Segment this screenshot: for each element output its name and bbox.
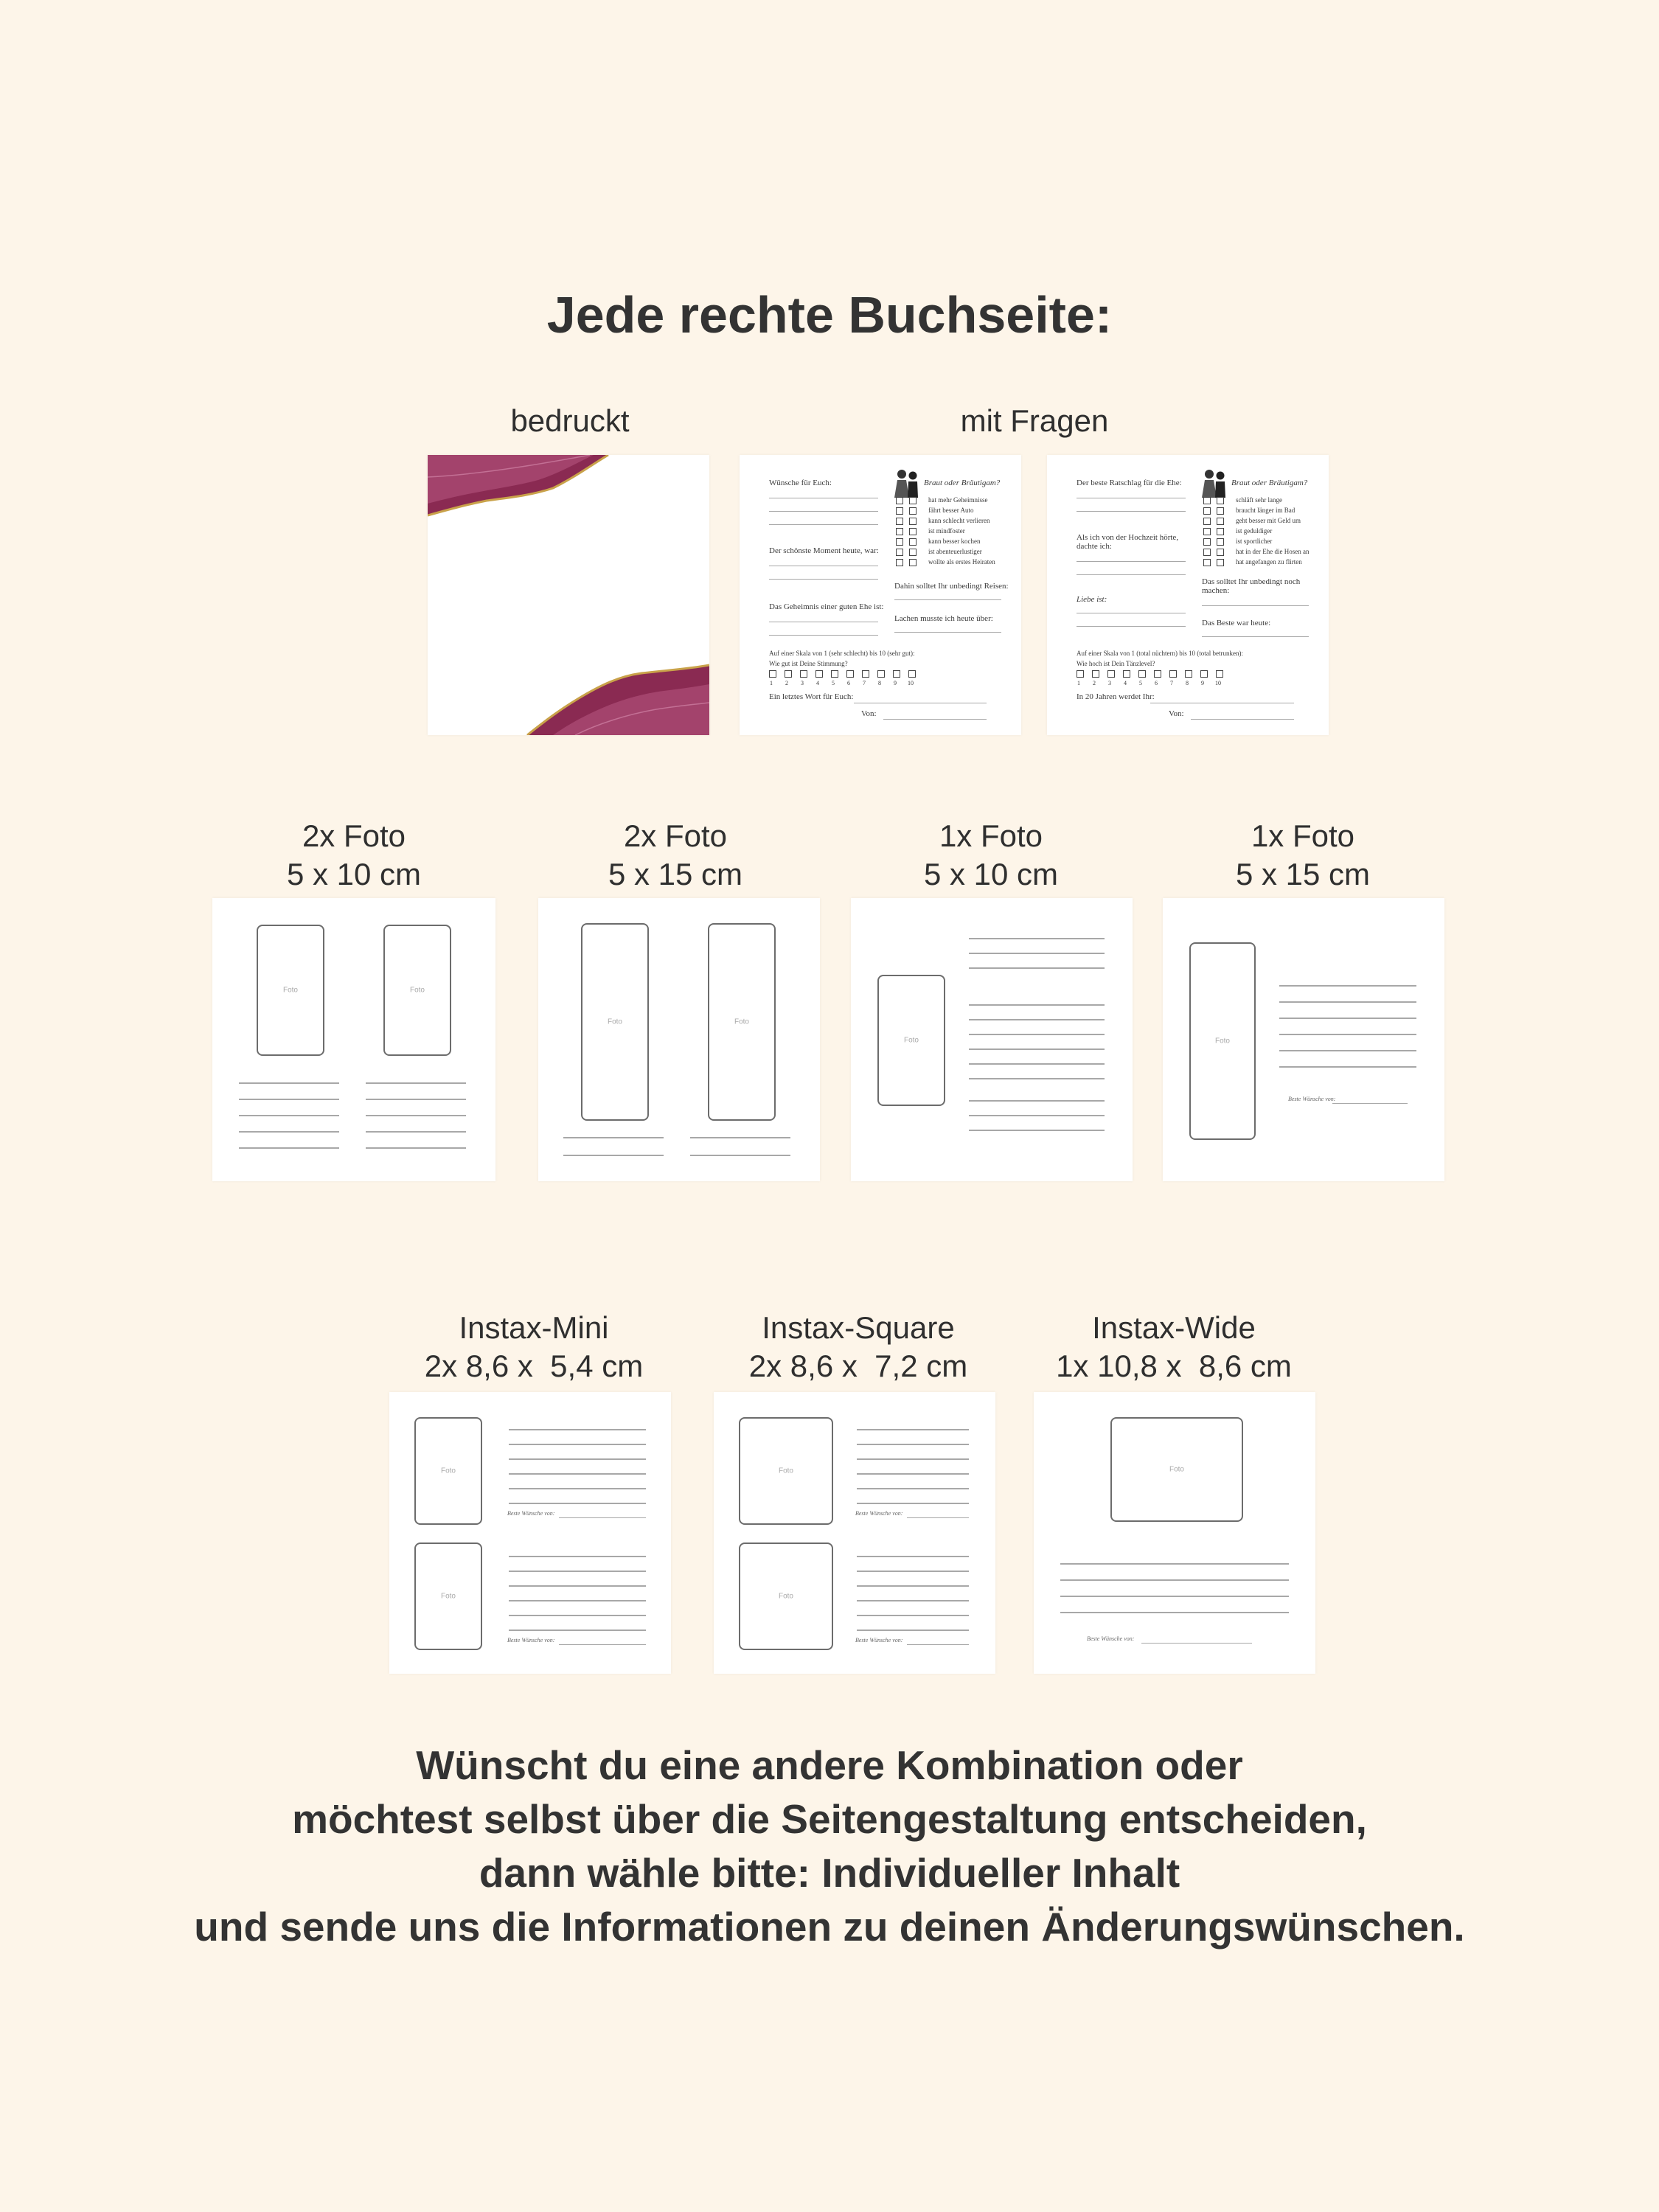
photo-frame: Foto [1110,1417,1243,1522]
layout-label-1x-5x10: 1x Foto 5 x 10 cm [923,818,1059,891]
layout-page-2x-5x10 [212,898,495,1181]
from-text: Von: [861,709,877,718]
footer-note: Wünscht du eine andere Kombination oder möchtest selbst über die Seitengestaltung entscheiden, dann wähle bitte: Individueller Inhalt und sende uns die Informationen zu deinen Änderungswünschen. [194,1742,1465,1950]
wishes-label: Beste Wünsche von: [507,1510,555,1517]
wishes-label: Beste Wünsche von: [507,1637,555,1644]
photo-frame: Foto [414,1417,482,1525]
questions-page-1: Wünsche für Euch: Der schönste Moment heute, war: Das Geheimnis einer guten Ehe ist: Auf einer Skala von 1 (sehr schlecht) bis 10 (sehr gut): Wie gut ist Deine Stimmung? Ein letztes Wort für Euch: Von: Braut oder Bräutigam? hat mehr Geheimnisse fährt besser Auto kann schlecht verlieren ist mindfoster kann besser kochen ist abenteuerlustiger wollte als erstes Heiraten Dahin solltet Ihr unbedingt Reisen: Lachen musste ich heute über: 1 2 3 4 5 6 7 8 9 10 [740,455,1021,735]
layout-page-instax-mini [389,1392,671,1674]
layout-page-instax-square [714,1392,995,1674]
wishes-label: Beste Wünsche von: [855,1637,903,1644]
item-7: wollte als erstes Heiraten [928,558,995,566]
item-4: ist geduldiger [1236,527,1273,535]
item-2: braucht länger im Bad [1236,507,1295,514]
photo-frame: Foto [581,923,649,1121]
photo-frame: Foto [414,1543,482,1650]
from-text: Von: [1169,709,1184,718]
layout-label-instax-mini: Instax-Mini 2x 8,6 x 5,4 cm [424,1310,644,1383]
q5-text: Wie hoch ist Dein Tänzlevel? [1077,660,1155,667]
q1-text: Der beste Ratschlag für die Ehe: [1077,479,1182,487]
item-5: ist sportlicher [1236,538,1273,545]
layout-label-instax-square: Instax-Square 2x 8,6 x 7,2 cm [748,1310,968,1383]
layout-page-1x-5x15 [1163,898,1444,1181]
q3-text: Das Geheimnis einer guten Ehe ist: [769,602,884,611]
q4-text: Auf einer Skala von 1 (sehr schlecht) bis 10 (sehr gut): [769,650,915,657]
layout-page-instax-wide [1034,1392,1315,1674]
photo-frame: Foto [739,1417,833,1525]
photo-frame: Foto [708,923,776,1121]
q4-text: Auf einer Skala von 1 (total nüchtern) bis 10 (total betrunken): [1077,650,1243,657]
label-printed: bedruckt [510,403,630,438]
label-questions: mit Fragen [960,403,1109,438]
printed-page-preview [428,455,709,735]
q8-text: Das Beste war heute: [1202,619,1271,627]
couple-icon [893,468,921,498]
questions-page-2: Der beste Ratschlag für die Ehe: Als ich von der Hochzeit hörte, dachte ich: Liebe ist: Auf einer Skala von 1 (total nüchtern) bis 10 (total betrunken): Wie hoch ist Dein Tänzlevel? In 20 Jahren werdet Ihr: Von: Braut oder Bräutigam? schläft sehr lange braucht länger im Bad geht besser mit Geld um ist geduldiger ist sportlicher hat in der Ehe die Hosen an hat angefangen zu flirten Das solltet Ihr unbedingt noch machen: Das Beste war heute: 1 2 3 4 5 6 7 8 9 10 [1047,455,1329,735]
item-3: kann schlecht verlieren [928,517,990,524]
layout-label-2x-5x15: 2x Foto 5 x 15 cm [608,818,743,891]
q2-text: Als ich von der Hochzeit hörte, dachte ich: [1077,533,1179,551]
q6-text: Ein letztes Wort für Euch: [769,692,854,701]
item-6: hat in der Ehe die Hosen an [1236,548,1310,555]
item-1: hat mehr Geheimnisse [928,496,988,504]
q6-text: In 20 Jahren werdet Ihr: [1077,692,1155,701]
photo-frame: Foto [739,1543,833,1650]
item-1: schläft sehr lange [1236,496,1282,504]
item-4: ist mindfoster [928,527,965,535]
q8-text: Lachen musste ich heute über: [894,614,993,623]
item-6: ist abenteuerlustiger [928,548,982,555]
layout-label-1x-5x15: 1x Foto 5 x 15 cm [1235,818,1371,891]
item-7: hat angefangen zu flirten [1236,558,1302,566]
item-2: fährt besser Auto [928,507,974,514]
q3-text: Liebe ist: [1077,595,1107,604]
q2-text: Der schönste Moment heute, war: [769,546,879,555]
wishes-label: Beste Wünsche von: [1087,1635,1135,1642]
agate-decoration [428,455,709,735]
layout-page-2x-5x15 [538,898,820,1181]
layout-page-1x-5x10 [851,898,1133,1181]
couple-icon [1200,468,1228,498]
photo-frame: Foto [1189,942,1256,1140]
q1-text: Wünsche für Euch: [769,479,832,487]
item-3: geht besser mit Geld um [1236,517,1301,524]
photo-frame: Foto [383,925,451,1056]
who-text: Braut oder Bräutigam? [1231,479,1308,487]
q7-text: Das solltet Ihr unbedingt noch machen: [1202,577,1301,595]
layout-label-2x-5x10: 2x Foto 5 x 10 cm [286,818,422,891]
q7-text: Dahin solltet Ihr unbedingt Reisen: [894,582,1009,591]
photo-frame: Foto [877,975,945,1106]
who-text: Braut oder Bräutigam? [924,479,1001,487]
wishes-label: Beste Wünsche von: [855,1510,903,1517]
page-heading: Jede rechte Buchseite: [546,286,1113,344]
layout-label-instax-wide: Instax-Wide 1x 10,8 x 8,6 cm [1056,1310,1292,1383]
q5-text: Wie gut ist Deine Stimmung? [769,660,848,667]
item-5: kann besser kochen [928,538,981,545]
photo-frame: Foto [257,925,324,1056]
wishes-label: Beste Wünsche von: [1288,1096,1336,1102]
